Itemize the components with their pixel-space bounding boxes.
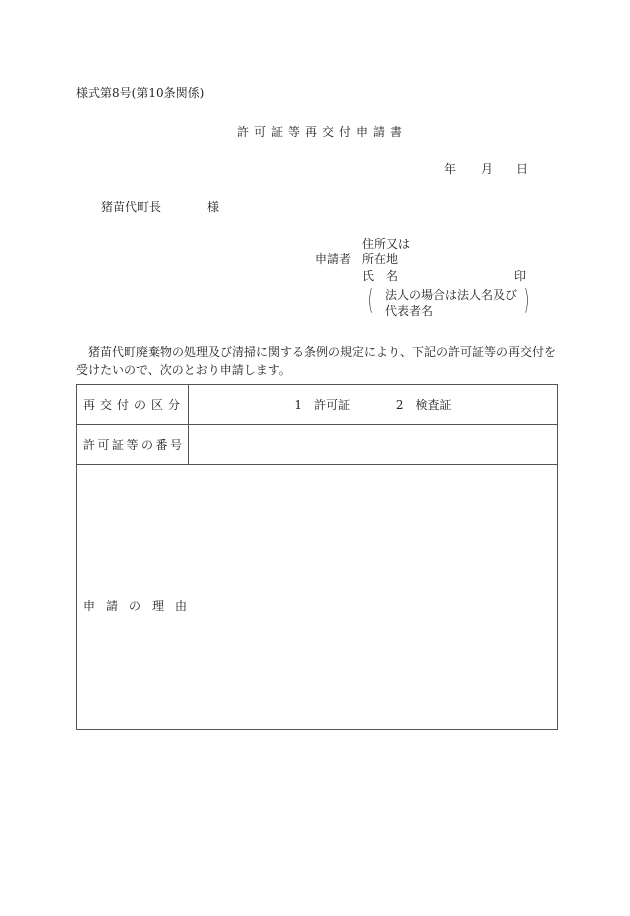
option-inspection-cert[interactable] bbox=[396, 396, 452, 413]
application-statement: 猪苗代町廃棄物の処理及び清掃に関する条例の規定により、下記の許可証等の再交付を受けたいので、次のとおり申請します。 bbox=[76, 345, 557, 377]
table-row-reason bbox=[77, 465, 558, 730]
reissue-type-label: 再交付の区分 bbox=[77, 385, 189, 425]
corporate-note-line1: 法人の場合は法人名及び bbox=[385, 288, 518, 302]
reason-label: 申請の理由 bbox=[83, 599, 199, 613]
option-permit[interactable] bbox=[294, 396, 350, 413]
option-permit-text: 許可証 bbox=[314, 398, 351, 412]
name-label: 氏名 bbox=[362, 269, 411, 283]
addressee-honorific: 様 bbox=[207, 200, 220, 214]
option-inspection-text: 検査証 bbox=[415, 398, 452, 412]
address-label-line2: 所在地 bbox=[362, 252, 399, 266]
left-paren: ( bbox=[367, 283, 374, 316]
date-year-label: 年 bbox=[444, 162, 457, 176]
date-month-label: 月 bbox=[481, 162, 494, 176]
permit-number-label: 許可証等の番号 bbox=[77, 425, 189, 465]
form-number: 様式第8号(第10条関係) bbox=[76, 86, 205, 100]
corporate-note bbox=[367, 283, 530, 318]
table-row-reissue-type bbox=[77, 385, 558, 425]
seal-label: 印 bbox=[514, 269, 527, 283]
corporate-note-line2: 代表者名 bbox=[385, 304, 434, 318]
address-label-line1: 住所又は bbox=[362, 237, 411, 251]
reissue-type-options bbox=[189, 385, 558, 425]
addressee-name: 猪苗代町長 bbox=[101, 200, 162, 214]
option-permit-number: 1 bbox=[294, 398, 303, 412]
document-title: 許可証等再交付申請書 bbox=[237, 125, 408, 139]
table-row-permit-number bbox=[77, 425, 558, 465]
right-paren: ) bbox=[523, 283, 530, 316]
permit-number-field[interactable] bbox=[189, 425, 558, 465]
date-day-label: 日 bbox=[516, 162, 529, 176]
applicant-label: 申請者 bbox=[315, 252, 352, 266]
reason-field[interactable] bbox=[77, 465, 558, 730]
option-inspection-number: 2 bbox=[395, 398, 404, 412]
application-table bbox=[76, 384, 558, 730]
